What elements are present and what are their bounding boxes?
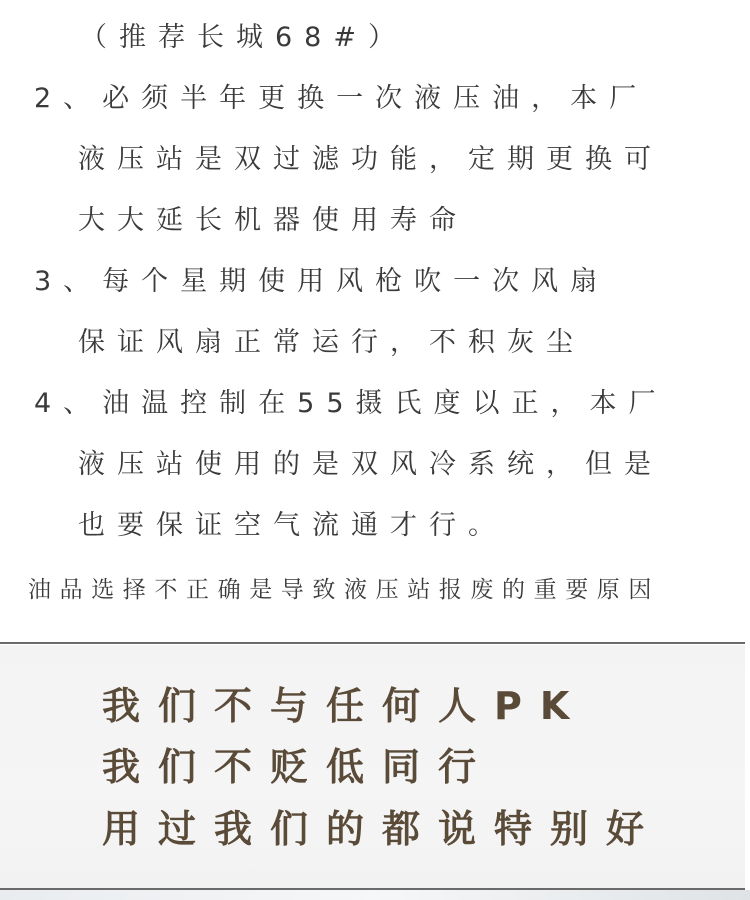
slogan-panel	[0, 645, 745, 888]
content-line-6: 保证风扇正常运行，不积灰尘	[78, 327, 585, 358]
bottom-strip	[0, 890, 750, 900]
content-line-9: 也要保证空气流通才行。	[78, 510, 507, 541]
content-line-1: （推荐长城68#）	[80, 22, 407, 53]
slogan-line-3: 用过我们的都说特别好	[102, 807, 663, 851]
slogan-line-2: 我们不贬低同行	[102, 745, 495, 789]
content-line-7: 4、油温控制在55摄氏度以正，本厂	[34, 388, 668, 419]
warning-note: 油品选择不正确是导致液压站报废的重要原因	[28, 577, 660, 603]
content-line-2: 2、必须半年更换一次液压油，本厂	[34, 83, 649, 114]
content-line-3: 液压站是双过滤功能，定期更换可	[78, 144, 663, 175]
content-line-8: 液压站使用的是双风冷系统，但是	[78, 449, 663, 480]
top-divider	[0, 642, 745, 644]
content-line-5: 3、每个星期使用风枪吹一次风扇	[34, 266, 610, 297]
content-line-4: 大大延长机器使用寿命	[78, 205, 468, 236]
slogan-line-1: 我们不与任何人PK	[102, 684, 588, 728]
